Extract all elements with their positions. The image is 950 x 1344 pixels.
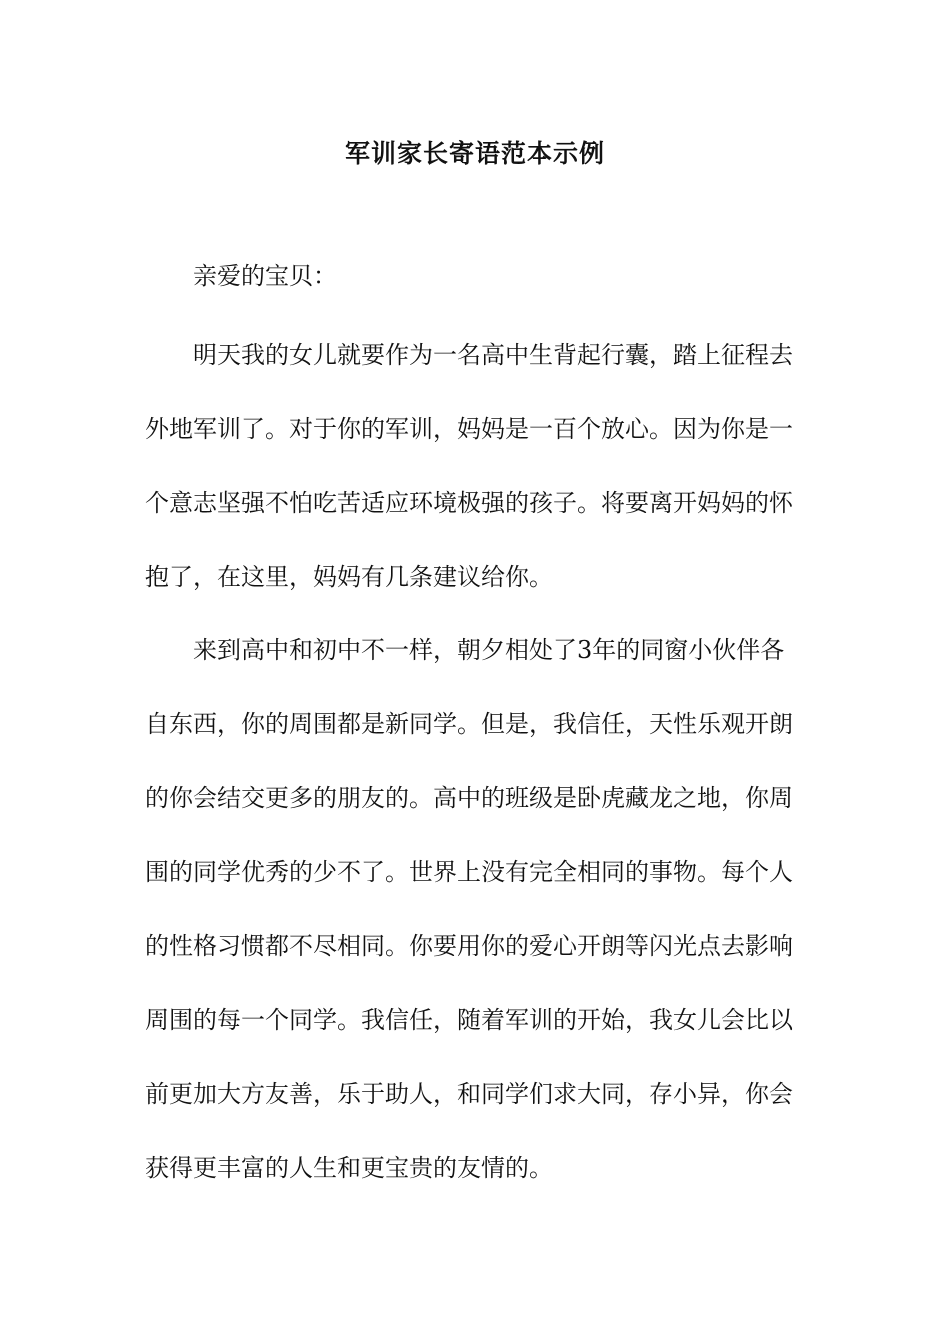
paragraph-line: 周围的每一个同学。我信任，随着军训的开始，我女儿会比以: [145, 1006, 793, 1034]
paragraph-line: 抱了，在这里，妈妈有几条建议给你。: [145, 563, 553, 591]
paragraph-line: 围的同学优秀的少不了。世界上没有完全相同的事物。每个人: [145, 858, 793, 886]
paragraph-line: 前更加大方友善，乐于助人，和同学们求大同，存小异，你会: [145, 1080, 793, 1108]
salutation: 亲爱的宝贝：: [193, 262, 337, 290]
paragraph-line: 明天我的女儿就要作为一名高中生背起行囊，踏上征程去: [193, 341, 793, 369]
paragraph-line: 自东西，你的周围都是新同学。但是，我信任，天性乐观开朗: [145, 710, 793, 738]
paragraph-line: 获得更丰富的人生和更宝贵的友情的。: [145, 1154, 553, 1182]
paragraph-line: 的你会结交更多的朋友的。高中的班级是卧虎藏龙之地，你周: [145, 784, 793, 812]
document-title: 军训家长寄语范本示例: [344, 139, 605, 168]
paragraph-line: 外地军训了。对于你的军训，妈妈是一百个放心。因为你是一: [145, 415, 793, 443]
paragraph-line: 个意志坚强不怕吃苦适应环境极强的孩子。将要离开妈妈的怀: [145, 489, 793, 517]
paragraph-line: 的性格习惯都不尽相同。你要用你的爱心开朗等闪光点去影响: [145, 932, 793, 960]
paragraph-line: 来到高中和初中不一样，朝夕相处了3年的同窗小伙伴各: [193, 636, 785, 664]
